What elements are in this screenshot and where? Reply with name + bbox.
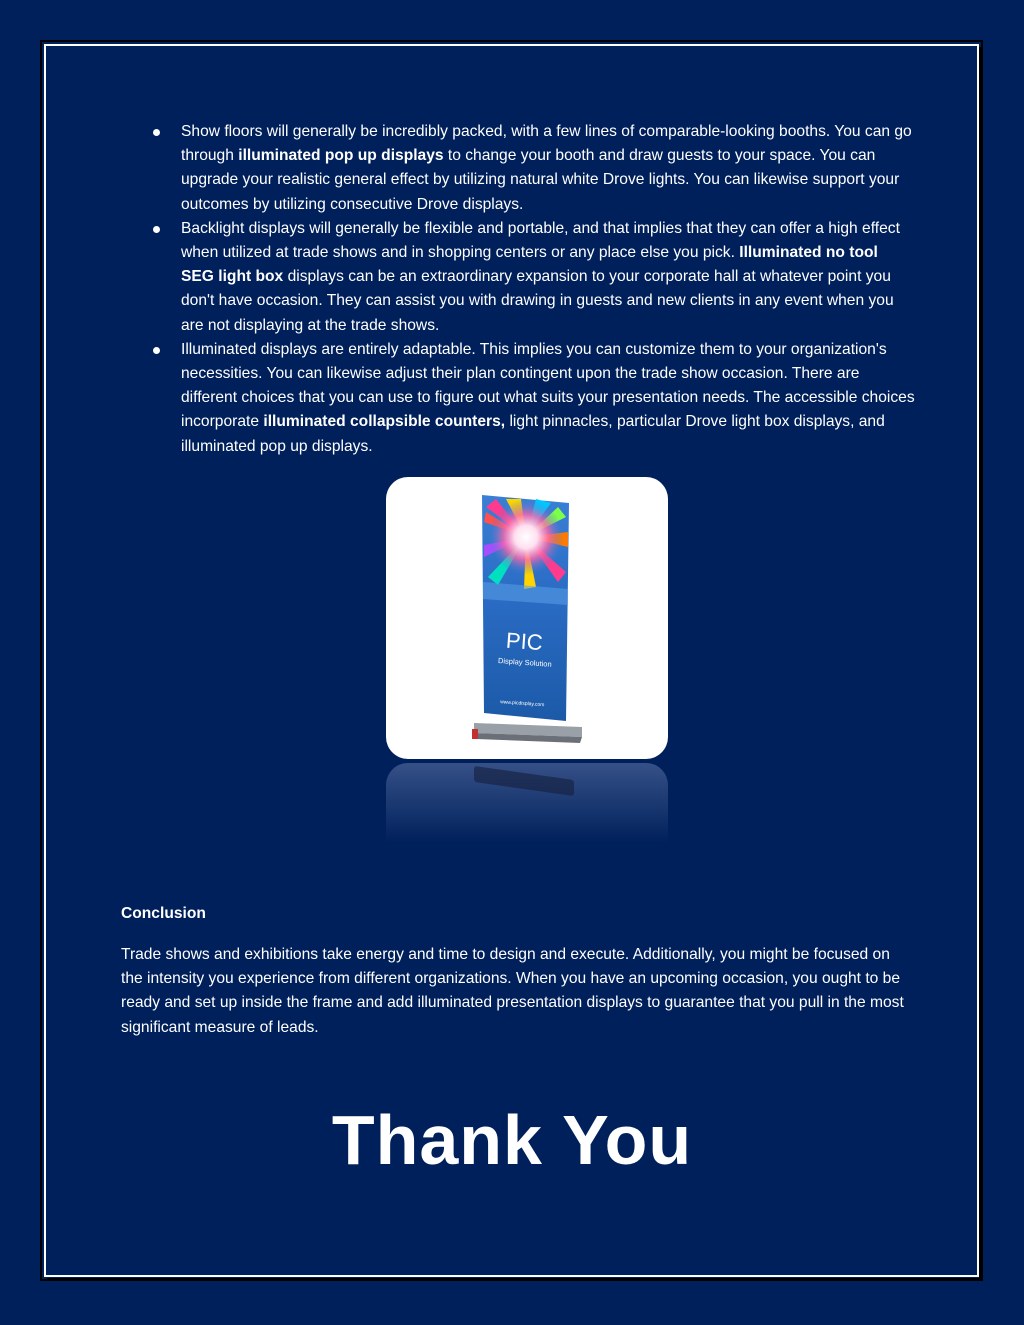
bullet-text: to change your booth and draw guests to your space. You can upgrade your realistic general effect by utilizing natural white Drove lights. You can likewise support your outcomes by utilizing consecutive Drove displays. xyxy=(181,147,900,213)
bullet-keyword: illuminated collapsible counters, xyxy=(263,413,506,431)
bullet-text: displays can be an extraordinary expansion to your corporate hall at whatever point you don't have occasion. They can assist you with drawing in guests and new clients in any event when you are not displaying at the trade shows. xyxy=(181,268,894,334)
bullet-item xyxy=(145,338,915,459)
bullet-text: Show floors will generally be incredibly packed, with a few lines of comparable-looking booths. You can go through xyxy=(181,123,912,165)
bullet-dot-icon xyxy=(153,226,160,233)
banner-subtitle: Display Solution xyxy=(497,656,552,669)
bullet-dot-icon xyxy=(153,347,160,354)
banner-stand-cap xyxy=(472,729,478,739)
bullet-keyword: Illuminated no tool SEG light box xyxy=(181,244,878,286)
conclusion-paragraph: Trade shows and exhibitions take energy and time to design and execute. Additionally, you might be focused on the intensity you experience from different organizations. When you have an upcoming occasion, you ought to be ready and set up inside the frame and add illuminated presentation displays to guarantee that you pull in the most significant measure of leads. xyxy=(121,946,904,1036)
bullet-text: Backlight displays will generally be flexible and portable, and that implies that they can offer a high effect when utilized at trade shows and in shopping centers or any place else you pick. xyxy=(181,219,900,262)
banner-logo: PIC xyxy=(505,627,544,656)
bullet-list xyxy=(145,120,915,459)
banner-url: www.picdisplay.com xyxy=(499,699,545,709)
thank-you-heading: Thank You xyxy=(331,1101,693,1179)
conclusion-heading: Conclusion xyxy=(121,905,206,922)
bullet-item xyxy=(145,217,915,338)
bullet-item xyxy=(145,120,915,217)
bullet-text: light pinnacles, particular Drove light box displays, and illuminated pop up displays. xyxy=(181,413,885,455)
photo-reflection xyxy=(386,763,668,843)
reflection-stand xyxy=(474,766,574,796)
banner-burst-graphic xyxy=(484,499,568,589)
bullet-keyword: illuminated pop up displays xyxy=(238,147,444,165)
bullet-dot-icon xyxy=(153,129,160,136)
bullet-text: Illuminated displays are entirely adaptable. This implies you can customize them to your organization's necessities. You can likewise adjust their plan contingent upon the trade show occasion. There are different choices that you can use to figure out what suits your presentation needs. The accessible choices incorporate xyxy=(181,340,915,431)
product-photo xyxy=(386,477,668,759)
roll-up-banner-illustration xyxy=(386,477,668,759)
